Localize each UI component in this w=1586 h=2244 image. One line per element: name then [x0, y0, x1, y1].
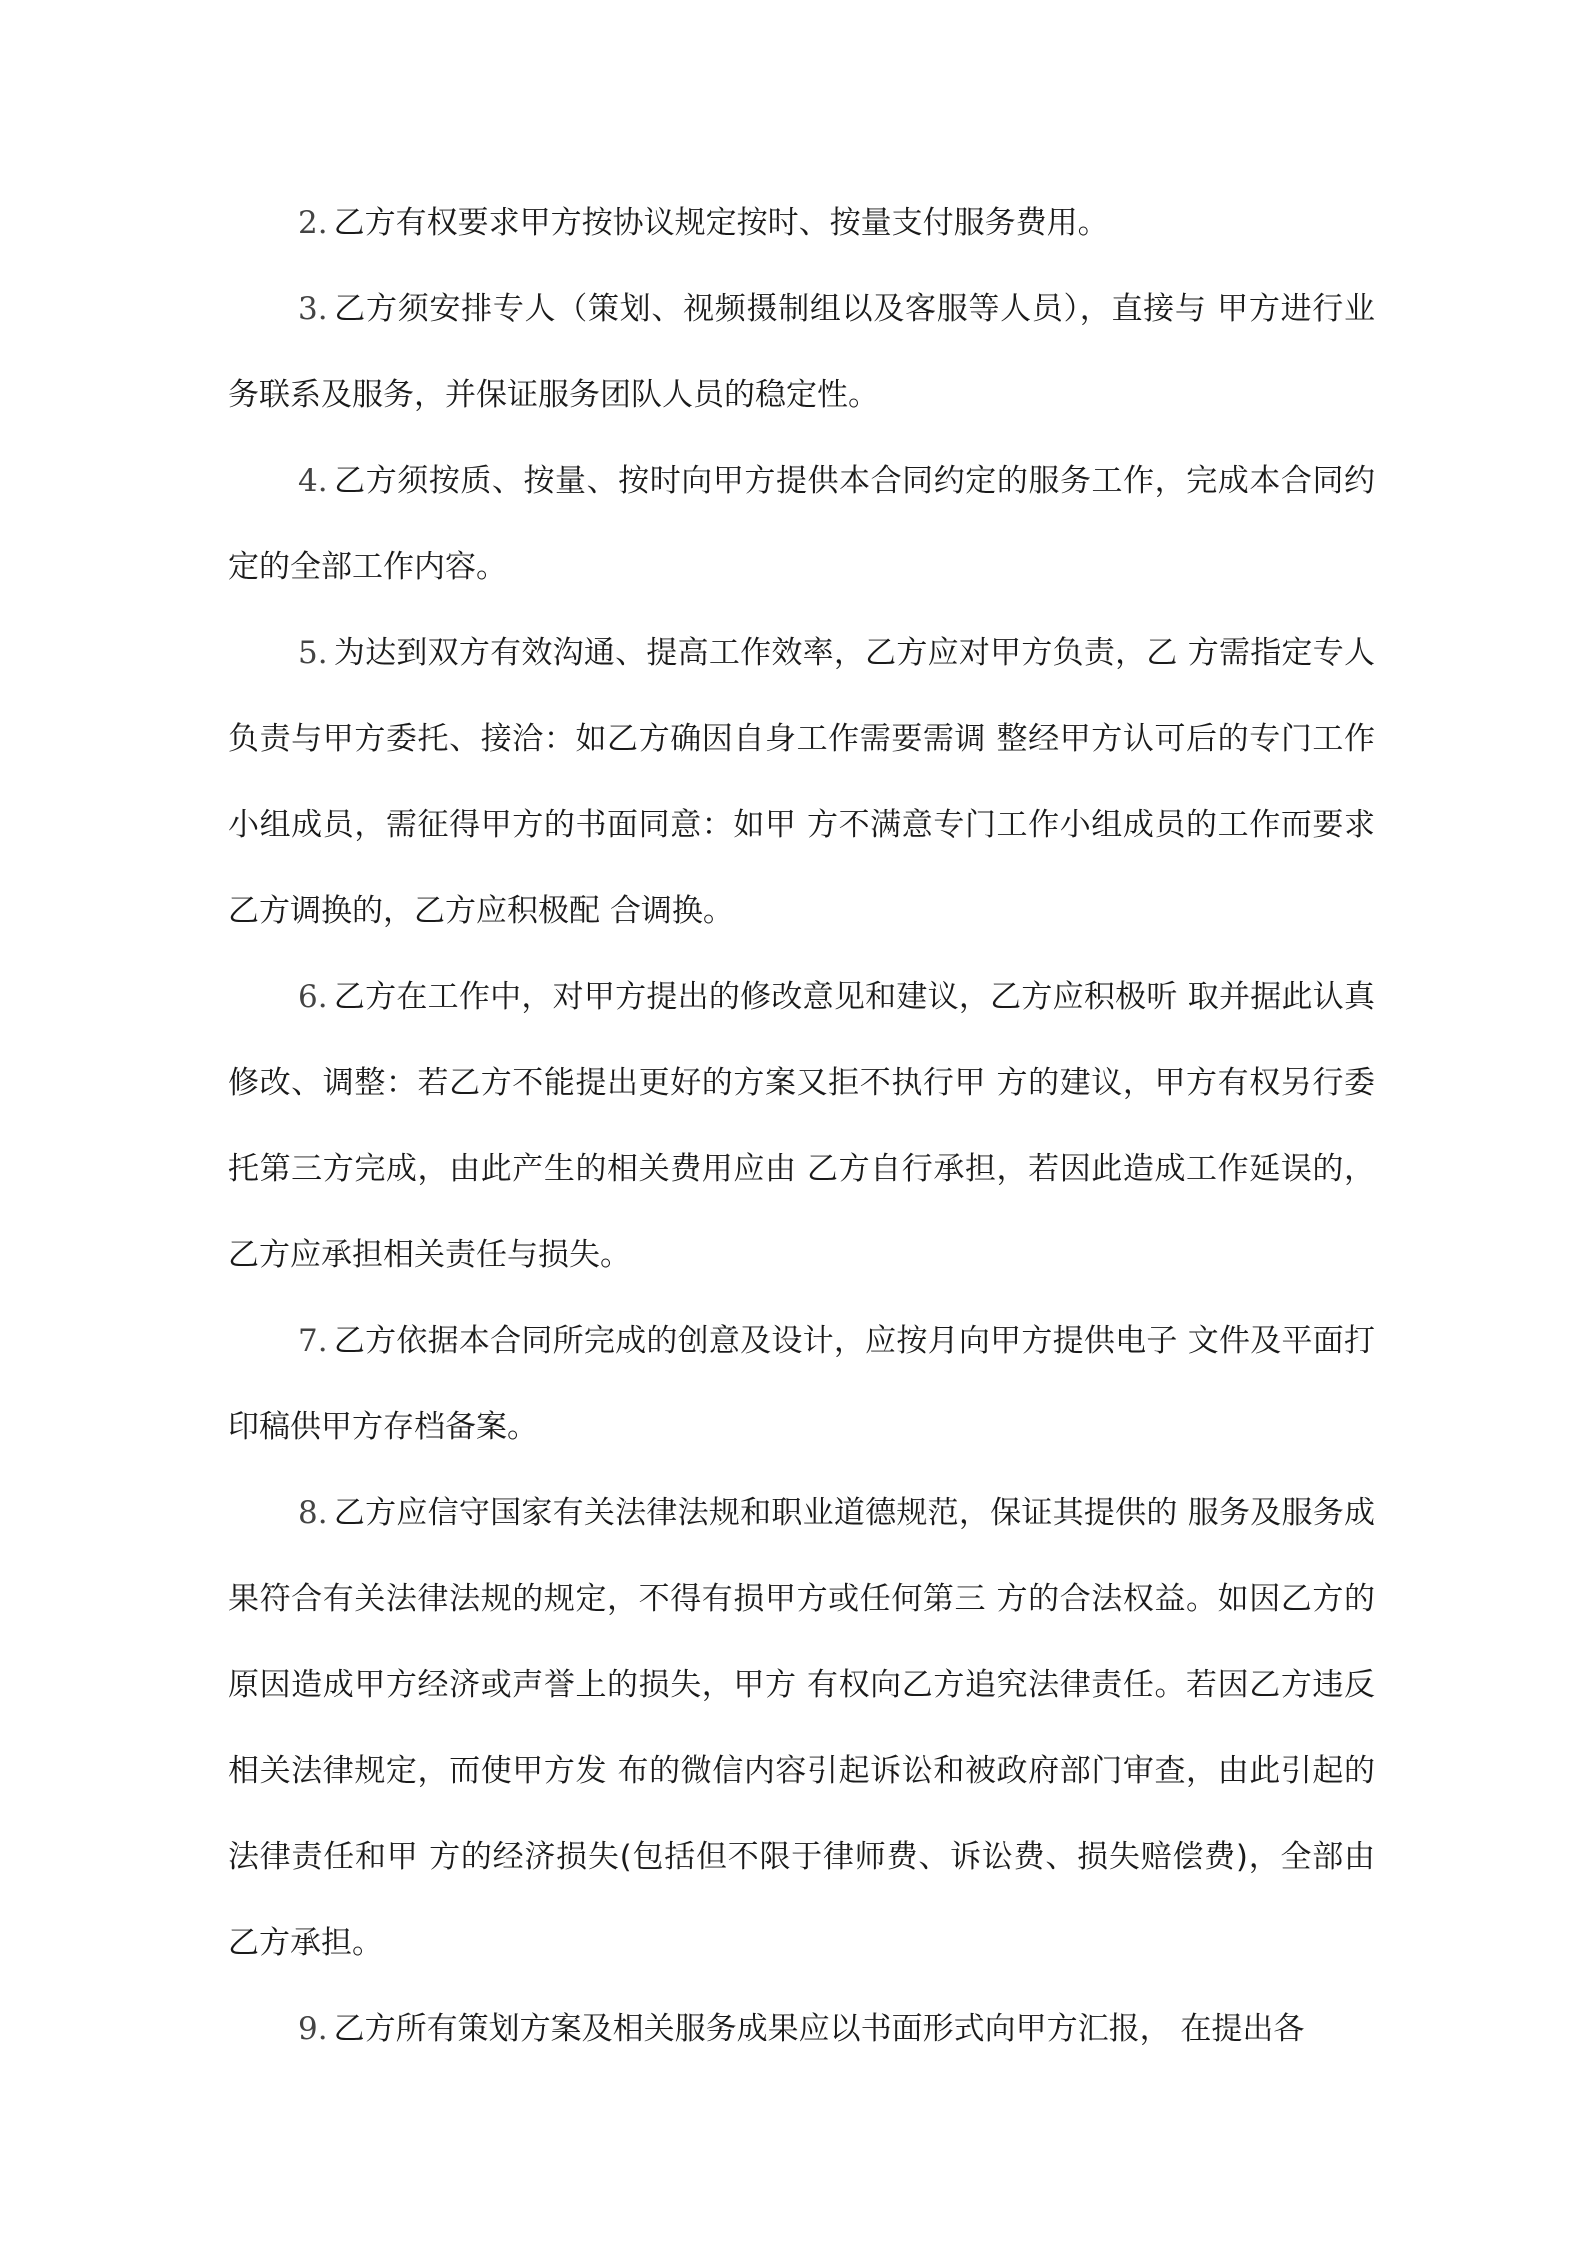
clause-text: 乙方所有策划方案及相关服务成果应以书面形式向甲方汇报， 在提出各 [333, 2011, 1305, 2047]
clause-7 [228, 1298, 1375, 1470]
clause-2 [228, 180, 1375, 266]
clause-6 [228, 954, 1375, 1298]
clause-number: 6. [298, 979, 328, 1015]
clause-text: 乙方须按质、按量、按时向甲方提供本合同约定的服务工作，完成本合同约定的全部工作内容。 [228, 463, 1375, 585]
clause-number: 2. [298, 205, 328, 241]
clause-number: 7. [298, 1323, 328, 1359]
clause-number: 5. [298, 635, 328, 671]
clause-text: 乙方依据本合同所完成的创意及设计，应按月向甲方提供电子 文件及平面打印稿供甲方存档备案。 [228, 1323, 1375, 1445]
clause-8 [228, 1470, 1375, 1986]
contract-clauses [228, 180, 1375, 2072]
clause-number: 4. [298, 463, 328, 499]
clause-number: 8. [298, 1495, 328, 1531]
clause-number: 9. [298, 2011, 328, 2047]
clause-text: 乙方有权要求甲方按协议规定按时、按量支付服务费用。 [333, 205, 1109, 241]
clause-text: 乙方须安排专人（策划、视频摄制组以及客服等人员），直接与 甲方进行业务联系及服务，并保证服务团队人员的稳定性。 [228, 291, 1375, 413]
clause-3 [228, 266, 1375, 438]
clause-text: 乙方在工作中，对甲方提出的修改意见和建议，乙方应积极听 取并据此认真修改、调整：若乙方不能提出更好的方案又拒不执行甲 方的建议，甲方有权另行委托第三方完成，由此产生的相关费用应由 乙方自行承担，若因此造成工作延误的，乙方应承担相关责任与损失。 [228, 979, 1375, 1273]
clause-9 [228, 1986, 1375, 2072]
clause-number: 3. [298, 291, 328, 327]
clause-text: 为达到双方有效沟通、提高工作效率，乙方应对甲方负责，乙 方需指定专人负责与甲方委托、接洽：如乙方确因自身工作需要需调 整经甲方认可后的专门工作小组成员，需征得甲方的书面同意：如甲 方不满意专门工作小组成员的工作而要求乙方调换的，乙方应积极配 合调换。 [228, 635, 1375, 929]
clause-4 [228, 438, 1375, 610]
clause-5 [228, 610, 1375, 954]
clause-text: 乙方应信守国家有关法律法规和职业道德规范，保证其提供的 服务及服务成果符合有关法律法规的规定，不得有损甲方或任何第三 方的合法权益。如因乙方的原因造成甲方经济或声誉上的损失，甲方 有权向乙方追究法律责任。若因乙方违反相关法律规定，而使甲方发 布的微信内容引起诉讼和被政府部门审查，由此引起的法律责任和甲 方的经济损失(包括但不限于律师费、诉讼费、损失赔偿费)，全部由 乙方承担。 [228, 1495, 1375, 1961]
